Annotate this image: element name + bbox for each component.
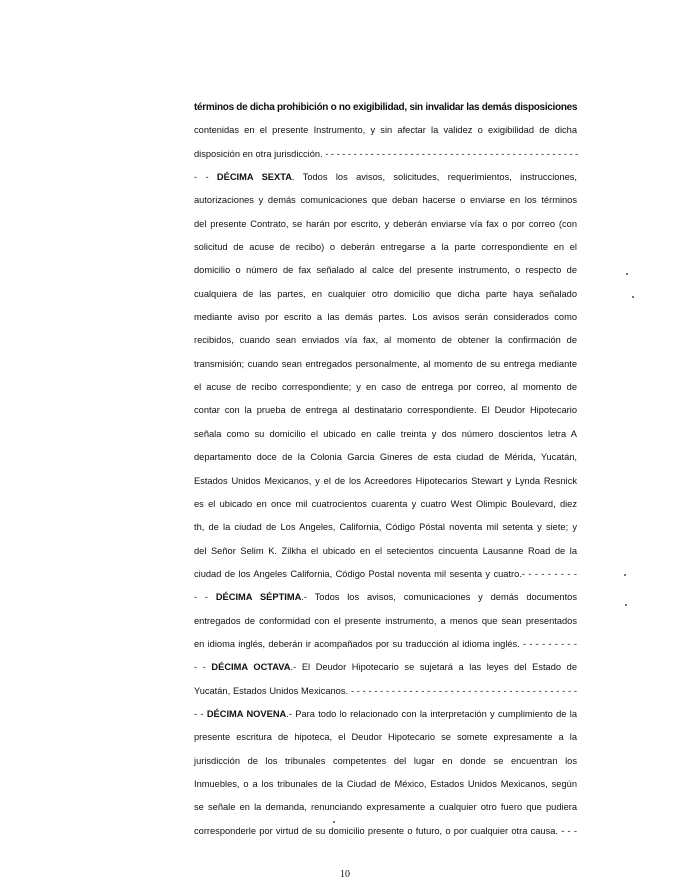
page-number: 10 (340, 869, 350, 880)
line-text: departamento doce de la Colonia Garcia Gineres de esta ciudad de Mérida, Yucatán, (194, 452, 577, 463)
line-text: .- Todos los avisos, comunicaciones y demás documentos (301, 592, 577, 603)
line-text: ciudad de los Angeles California, Código Postal noventa mil sesenta y cuatro.- - - - - - - - - (194, 568, 577, 579)
line-text: señala como su domicilio el ubicado en calle treinta y dos número doscientos letra A (194, 428, 577, 439)
line-text: del Señor Selim K. Zilkha el ubicado en el setecientos cincuenta Lausanne Road de la (194, 545, 577, 556)
line-text: contenidas en el presente Instrumento, y sin afectar la validez o exigibilidad de dicha (194, 125, 577, 136)
text-line (194, 703, 577, 726)
line-text: en idioma inglés, deberán ir acompañados por su traducción al idioma inglés. - - - - - - - - - (194, 638, 577, 649)
text-line (194, 306, 577, 329)
text-line (194, 656, 577, 679)
text-line (194, 563, 577, 586)
line-text: se señale en la demanda, renunciando expresamente a cualquier otro fuero que pudiera (194, 802, 577, 813)
text-line (194, 516, 577, 539)
line-text: es el ubicado en once mil cuatrocientos cuarenta y cuatro West Olimpic Boulevard, diez (194, 498, 577, 509)
text-line (194, 119, 577, 142)
text-line (194, 633, 577, 656)
text-line (194, 166, 577, 189)
text-line (194, 750, 577, 773)
line-text: entregados de conformidad con el presente instrumento, a menos que sean presentados (194, 615, 577, 626)
line-text: Estados Unidos Mexicanos, y el de los Acreedores Hipotecarios Stewart y Lynda Resnick (194, 475, 577, 486)
text-line (194, 820, 577, 843)
line-text: presente escritura de hipoteca, el Deudor Hipotecario se somete expresamente a la (194, 732, 577, 743)
text-line (194, 773, 577, 796)
text-line (194, 283, 577, 306)
clause-prefix: - - (194, 172, 217, 183)
clause-heading: DÉCIMA NOVENA (206, 708, 287, 719)
scan-speck (625, 604, 627, 606)
line-text: del presente Contrato, se harán por escrito, y deberán enviarse vía fax o por correo (con (194, 218, 577, 229)
text-line (194, 236, 577, 259)
scan-speck (626, 273, 628, 275)
text-line (194, 259, 577, 282)
text-line (194, 399, 577, 422)
text-line (194, 540, 577, 563)
text-line (194, 726, 577, 749)
text-line (194, 329, 577, 352)
line-text: recibidos, cuando sean enviados vía fax, al momento de obtener la confirmación de (194, 335, 577, 346)
text-line (194, 96, 577, 119)
scan-speck (632, 296, 634, 298)
text-line (194, 213, 577, 236)
text-line (194, 680, 577, 703)
line-text: disposición en otra jurisdicción. - - - - - - - - - - - - - - - - - - - - - - - - - - - - - - - - - - - - - - - - - - - - - (194, 148, 579, 159)
text-line (194, 470, 577, 493)
line-text: transmisión; cuando sean entregados personalmente, al momento de su entrega mediante (194, 358, 577, 369)
scan-speck (624, 574, 626, 576)
text-line (194, 376, 577, 399)
text-line (194, 353, 577, 376)
line-text: corresponderle por virtud de su domicilio presente o futuro, o por cualquier otra causa. - - - (194, 825, 577, 836)
line-text: el acuse de recibo correspondiente; y en caso de entrega por correo, al momento de (194, 382, 577, 393)
line-text: .- Para todo lo relacionado con la interpretación y cumplimiento de la (286, 708, 577, 719)
line-text: Inmuebles, o a los tribunales de la Ciudad de México, Estados Unidos Mexicanos, según (194, 778, 577, 789)
text-line (194, 143, 577, 166)
clause-prefix: - - (194, 662, 212, 673)
text-line (194, 796, 577, 819)
line-text: términos de dicha prohibición o no exigibilidad, sin invalidar las demás disposiciones (194, 102, 578, 113)
clause-heading: DÉCIMA OCTAVA (211, 662, 291, 673)
line-text: jurisdicción de los tribunales competentes del lugar en donde se encuentran los (194, 755, 577, 766)
text-line (194, 446, 577, 469)
line-text: domicilio o número de fax señalado al calce del presente instrumento, o respecto de (194, 265, 577, 276)
clause-prefix: - - (194, 592, 216, 603)
scan-speck (333, 821, 335, 823)
document-body (194, 96, 577, 843)
line-text: contar con la prueba de entrega al destinatario correspondiente. El Deudor Hipotecario (194, 405, 577, 416)
line-text: solicitud de acuse de recibo) o deberán entregarse a la parte correspondiente en el (194, 242, 577, 253)
clause-prefix: - - (194, 708, 207, 719)
text-line (194, 189, 577, 212)
text-line (194, 586, 577, 609)
line-text: th, de la ciudad de Los Angeles, California, Código Póstal noventa mil setenta y siete; y (194, 522, 577, 533)
text-line (194, 423, 577, 446)
line-text: .- El Deudor Hipotecario se sujetará a las leyes del Estado de (290, 662, 578, 673)
text-line (194, 493, 577, 516)
clause-heading: DÉCIMA SEXTA (216, 172, 292, 183)
clause-heading: DÉCIMA SÉPTIMA (215, 592, 302, 603)
text-line (194, 610, 577, 633)
line-text: Yucatán, Estados Unidos Mexicanos. - - - - - - - - - - - - - - - - - - - - - - - - - - - - - - - - - - - - - - - (194, 685, 577, 696)
line-text: . Todos los avisos, solicitudes, requerimientos, instrucciones, (291, 172, 578, 183)
line-text: cualquiera de las partes, en cualquier otro domicilio que dicha parte haya señalado (194, 288, 577, 299)
line-text: autorizaciones y demás comunicaciones que deban hacerse o enviarse en los términos (194, 195, 577, 206)
line-text: mediante aviso por escrito a las demás partes. Los avisos serán considerados como (194, 312, 577, 323)
